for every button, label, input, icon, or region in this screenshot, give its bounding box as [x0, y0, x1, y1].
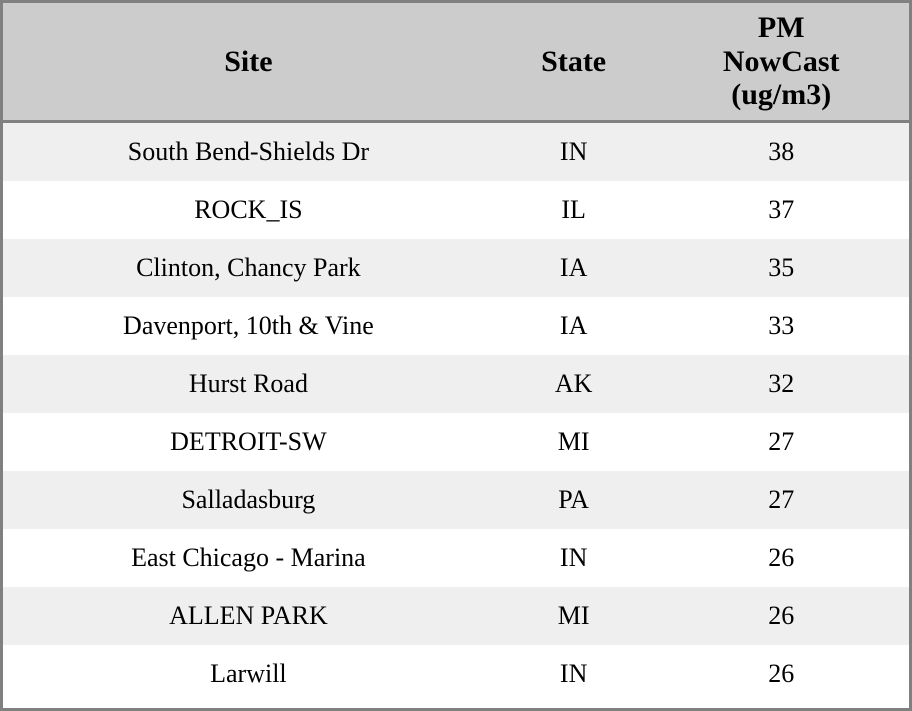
- cell-state: MI: [494, 413, 654, 471]
- column-header-pm-nowcast: [653, 3, 909, 121]
- cell-site: ROCK_IS: [3, 181, 494, 239]
- cell-pm: 26: [653, 529, 909, 587]
- cell-site: East Chicago - Marina: [3, 529, 494, 587]
- cell-pm: 27: [653, 413, 909, 471]
- table-header: [3, 3, 909, 121]
- table-row: [3, 587, 909, 645]
- table-header-row: [3, 3, 909, 121]
- cell-pm: 38: [653, 121, 909, 181]
- cell-site: DETROIT-SW: [3, 413, 494, 471]
- table-row: [3, 529, 909, 587]
- cell-site: Davenport, 10th & Vine: [3, 297, 494, 355]
- table-row: [3, 645, 909, 703]
- air-quality-table: [3, 3, 909, 703]
- cell-pm: 33: [653, 297, 909, 355]
- cell-site: Salladasburg: [3, 471, 494, 529]
- column-header-pm-line-2: NowCast: [722, 44, 840, 78]
- column-header-state: State: [494, 3, 654, 121]
- cell-state: IL: [494, 181, 654, 239]
- cell-site: South Bend-Shields Dr: [3, 121, 494, 181]
- table-row: [3, 355, 909, 413]
- cell-site: ALLEN PARK: [3, 587, 494, 645]
- cell-state: AK: [494, 355, 654, 413]
- column-header-pm-line-3: (ug/m3): [731, 78, 832, 112]
- cell-pm: 27: [653, 471, 909, 529]
- table-row: [3, 413, 909, 471]
- cell-state: MI: [494, 587, 654, 645]
- cell-pm: 37: [653, 181, 909, 239]
- cell-state: IN: [494, 645, 654, 703]
- table-row: [3, 471, 909, 529]
- cell-state: PA: [494, 471, 654, 529]
- table-body: [3, 121, 909, 703]
- column-header-site: Site: [3, 3, 494, 121]
- cell-site: Hurst Road: [3, 355, 494, 413]
- cell-site: Clinton, Chancy Park: [3, 239, 494, 297]
- cell-state: IA: [494, 297, 654, 355]
- cell-site: Larwill: [3, 645, 494, 703]
- column-header-pm-line-1: PM: [757, 11, 805, 44]
- cell-pm: 35: [653, 239, 909, 297]
- table-row: [3, 297, 909, 355]
- cell-pm: 26: [653, 645, 909, 703]
- cell-state: IA: [494, 239, 654, 297]
- cell-state: IN: [494, 529, 654, 587]
- cell-pm: 32: [653, 355, 909, 413]
- table-row: [3, 121, 909, 181]
- cell-state: IN: [494, 121, 654, 181]
- table-row: [3, 239, 909, 297]
- cell-pm: 26: [653, 587, 909, 645]
- table-row: [3, 181, 909, 239]
